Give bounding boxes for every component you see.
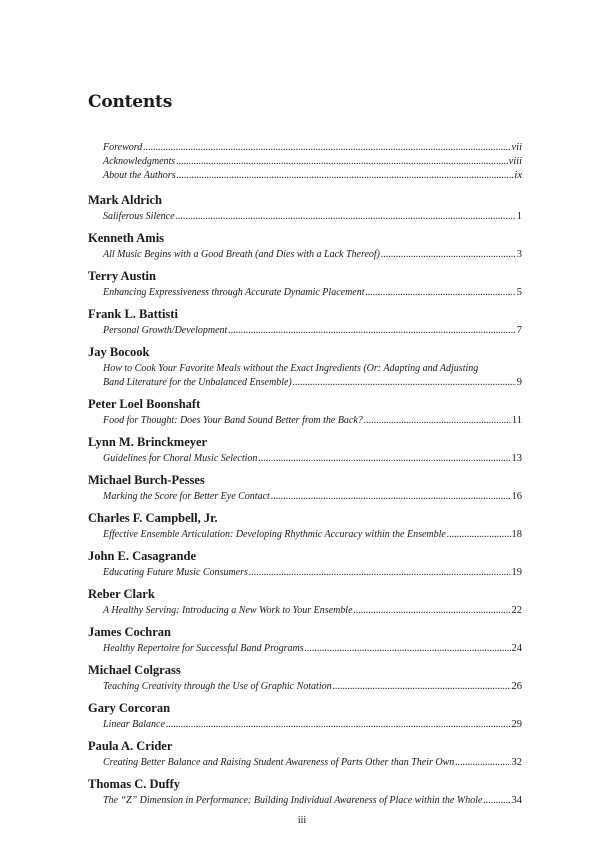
dot-leader — [455, 756, 510, 769]
toc-entry[interactable] — [88, 268, 522, 299]
toc-entry-front[interactable] — [88, 169, 522, 183]
toc-entry[interactable] — [88, 306, 522, 337]
toc-entry[interactable] — [88, 700, 522, 731]
entry-title: Marking the Score for Better Eye Contact — [103, 491, 270, 502]
entry-page: vii — [511, 142, 522, 153]
entry-page: 3 — [516, 249, 522, 260]
entry-title: Enhancing Expressiveness through Accurate Dynamic Placement — [103, 287, 365, 298]
dot-leader — [176, 210, 516, 223]
entry-page: 34 — [511, 795, 522, 806]
dot-leader — [333, 680, 511, 693]
dot-leader — [143, 141, 510, 155]
entry-page: 5 — [516, 287, 522, 298]
dot-leader — [354, 604, 511, 617]
entry-page: 18 — [511, 529, 522, 540]
dot-leader — [447, 528, 511, 541]
entry-title: Linear Balance — [103, 719, 165, 730]
entry-page: 32 — [511, 757, 522, 768]
entry-page: 19 — [511, 567, 522, 578]
dot-leader — [271, 490, 511, 503]
dot-leader — [228, 324, 515, 337]
author-name: Michael Burch-Pesses — [88, 473, 205, 487]
toc-entry[interactable] — [88, 192, 522, 223]
author-name: Gary Corcoran — [88, 701, 171, 715]
dot-leader — [366, 286, 516, 299]
entry-page: 22 — [511, 605, 522, 616]
entry-title: Saliferous Silence — [103, 211, 175, 222]
author-name: Frank L. Battisti — [88, 307, 178, 321]
entry-title: Acknowledgments — [103, 156, 176, 167]
entry-page: 1 — [516, 211, 522, 222]
dot-leader — [166, 718, 511, 731]
toc-entry[interactable] — [88, 510, 522, 541]
entry-title: Food for Thought: Does Your Band Sound Better from the Back? — [103, 415, 363, 426]
toc-entry[interactable] — [88, 434, 522, 465]
toc-entry[interactable] — [88, 472, 522, 503]
author-name: Charles F. Campbell, Jr. — [88, 511, 218, 525]
dot-leader — [364, 414, 511, 427]
entry-page: ix — [514, 170, 522, 181]
entry-title: Healthy Repertoire for Successful Band Programs — [103, 643, 304, 654]
page-number: iii — [297, 815, 307, 826]
entry-page: 29 — [511, 719, 522, 730]
table-of-contents — [88, 141, 522, 814]
toc-entry[interactable] — [88, 776, 522, 807]
entry-title: About the Authors — [103, 170, 176, 181]
dot-leader — [381, 248, 516, 261]
toc-entry[interactable] — [88, 344, 522, 389]
toc-entry[interactable] — [88, 548, 522, 579]
author-name: Jay Bocook — [88, 345, 150, 359]
author-name: Lynn M. Brinckmeyer — [88, 435, 208, 449]
dot-leader — [249, 566, 511, 579]
dot-leader — [258, 452, 510, 465]
dot-leader — [483, 794, 510, 807]
entry-page: 13 — [511, 453, 522, 464]
entry-title: The “Z” Dimension in Performance: Building Individual Awareness of Place within the Whole — [103, 795, 483, 806]
entry-page: viii — [508, 156, 522, 167]
page-title: Contents — [88, 92, 173, 112]
author-name: Mark Aldrich — [88, 193, 162, 207]
entry-page: 16 — [511, 491, 522, 502]
front-matter — [88, 141, 522, 183]
dot-leader — [176, 155, 507, 169]
entry-page: 11 — [511, 415, 522, 426]
entry-page: 7 — [516, 325, 522, 336]
dot-leader — [305, 642, 511, 655]
author-name: James Cochran — [88, 625, 171, 639]
toc-entry[interactable] — [88, 230, 522, 261]
author-name: Terry Austin — [88, 269, 156, 283]
author-name: Michael Colgrass — [88, 663, 181, 677]
toc-entry[interactable] — [88, 624, 522, 655]
dot-leader — [293, 376, 516, 389]
entry-title: Guidelines for Choral Music Selection — [103, 453, 258, 464]
entry-title: Foreword — [103, 142, 143, 153]
author-name: Peter Loel Boonshaft — [88, 397, 201, 411]
entry-title: Creating Better Balance and Raising Student Awareness of Parts Other than Their Own — [103, 757, 455, 768]
toc-entry-front[interactable] — [88, 141, 522, 155]
entry-title: Personal Growth/Development — [103, 325, 228, 336]
entry-page: 26 — [511, 681, 522, 692]
author-name: John E. Casagrande — [88, 549, 197, 563]
author-name: Reber Clark — [88, 587, 155, 601]
entry-page: 9 — [516, 377, 522, 388]
entry-title: Teaching Creativity through the Use of Graphic Notation — [103, 681, 332, 692]
dot-leader — [177, 169, 514, 183]
author-name: Thomas C. Duffy — [88, 777, 181, 791]
toc-entry[interactable] — [88, 662, 522, 693]
toc-entry[interactable] — [88, 586, 522, 617]
author-name: Paula A. Crider — [88, 739, 173, 753]
author-name: Kenneth Amis — [88, 231, 165, 245]
entry-page: 24 — [511, 643, 522, 654]
entry-title: Effective Ensemble Articulation: Developing Rhythmic Accuracy within the Ensemble — [103, 529, 446, 540]
entry-title: A Healthy Serving: Introducing a New Work to Your Ensemble — [103, 605, 353, 616]
toc-entry[interactable] — [88, 738, 522, 769]
entry-title: Educating Future Music Consumers — [103, 567, 248, 578]
entry-title: All Music Begins with a Good Breath (and Dies with a Lack Thereof) — [103, 249, 381, 260]
toc-entry[interactable] — [88, 396, 522, 427]
entry-title-line1: How to Cook Your Favorite Meals without the Exact Ingredients (Or: Adapting and Adjusting — [103, 363, 479, 374]
toc-entry-front[interactable] — [88, 155, 522, 169]
entry-title: Band Literature for the Unbalanced Ensemble) — [103, 377, 292, 388]
